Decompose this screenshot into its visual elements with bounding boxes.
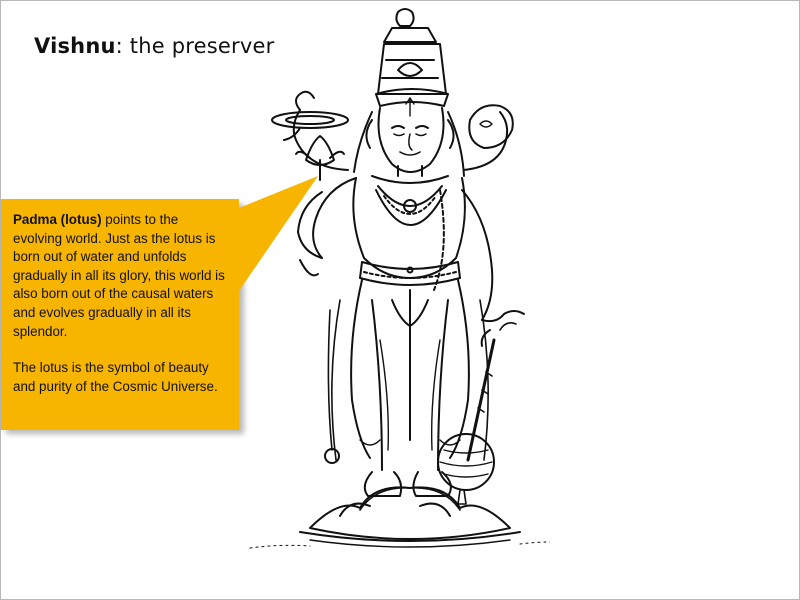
callout-paragraph-1 (13, 211, 229, 341)
callout-term: Padma (lotus) (13, 212, 102, 227)
title-deity-name: Vishnu (34, 34, 116, 58)
callout-paragraph-2: The lotus is the symbol of beauty and purity of the Cosmic Universe. (13, 360, 218, 394)
padma-callout (1, 199, 239, 430)
title-subtitle: : the preserver (115, 34, 275, 58)
callout-description: points to the evolving world. Just as the lotus is born out of water and unfolds gradually in all its glory, this world is also born out of the causal waters and evolves gradually in all its splendor. (13, 212, 225, 339)
